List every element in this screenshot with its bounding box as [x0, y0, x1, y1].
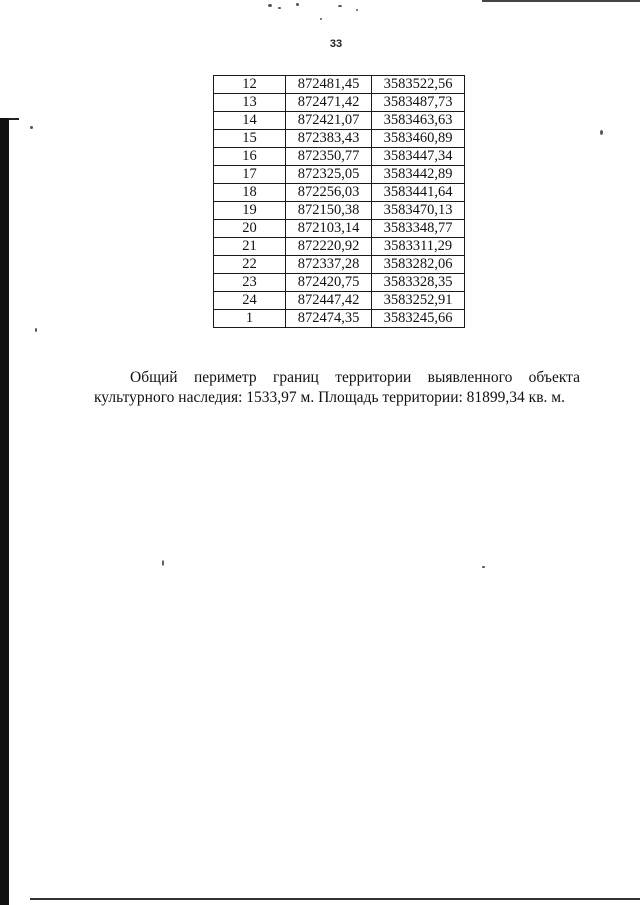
x-coordinate-cell: 872420,75: [286, 274, 372, 292]
scan-speck: [162, 560, 164, 566]
point-number-cell: 16: [214, 148, 286, 166]
y-coordinate-cell: 3583311,29: [372, 238, 465, 256]
table-row: [214, 148, 465, 166]
point-number-cell: 17: [214, 166, 286, 184]
scan-speck: [482, 566, 485, 568]
table-row: [214, 202, 465, 220]
table-row: [214, 256, 465, 274]
y-coordinate-cell: 3583447,34: [372, 148, 465, 166]
scan-speck: [30, 126, 33, 129]
page-number: 33: [329, 38, 343, 50]
perimeter-area-summary: Общий периметр границ территории выявленного объекта культурного наследия: 1533,97 м. Площадь территории: 81899,34 кв. м.: [94, 368, 580, 406]
y-coordinate-cell: 3583442,89: [372, 166, 465, 184]
scan-speck: [356, 9, 358, 11]
x-coordinate-cell: 872325,05: [286, 166, 372, 184]
table-row: [214, 238, 465, 256]
scan-speck: [296, 3, 299, 6]
x-coordinate-cell: 872471,42: [286, 94, 372, 112]
scan-bottom-rule: [30, 898, 640, 900]
point-number-cell: 14: [214, 112, 286, 130]
table-row: [214, 94, 465, 112]
scan-edge-shadow: [0, 118, 9, 905]
y-coordinate-cell: 3583522,56: [372, 76, 465, 94]
point-number-cell: 1: [214, 310, 286, 328]
x-coordinate-cell: 872256,03: [286, 184, 372, 202]
point-number-cell: 19: [214, 202, 286, 220]
scan-speck: [320, 18, 322, 20]
y-coordinate-cell: 3583245,66: [372, 310, 465, 328]
y-coordinate-cell: 3583487,73: [372, 94, 465, 112]
point-number-cell: 20: [214, 220, 286, 238]
scan-speck: [338, 5, 342, 7]
point-number-cell: 22: [214, 256, 286, 274]
x-coordinate-cell: 872447,42: [286, 292, 372, 310]
point-number-cell: 12: [214, 76, 286, 94]
x-coordinate-cell: 872474,35: [286, 310, 372, 328]
y-coordinate-cell: 3583252,91: [372, 292, 465, 310]
table-row: [214, 220, 465, 238]
x-coordinate-cell: 872383,43: [286, 130, 372, 148]
point-number-cell: 21: [214, 238, 286, 256]
x-coordinate-cell: 872481,45: [286, 76, 372, 94]
coordinates-table: [213, 75, 465, 328]
y-coordinate-cell: 3583328,35: [372, 274, 465, 292]
table-row: [214, 184, 465, 202]
x-coordinate-cell: 872220,92: [286, 238, 372, 256]
table-row: [214, 76, 465, 94]
x-coordinate-cell: 872103,14: [286, 220, 372, 238]
y-coordinate-cell: 3583470,13: [372, 202, 465, 220]
table-row: [214, 292, 465, 310]
table-row: [214, 310, 465, 328]
table-row: [214, 274, 465, 292]
scan-speck: [278, 7, 281, 9]
x-coordinate-cell: 872350,77: [286, 148, 372, 166]
point-number-cell: 24: [214, 292, 286, 310]
point-number-cell: 13: [214, 94, 286, 112]
table-row: [214, 166, 465, 184]
point-number-cell: 15: [214, 130, 286, 148]
x-coordinate-cell: 872150,38: [286, 202, 372, 220]
y-coordinate-cell: 3583463,63: [372, 112, 465, 130]
x-coordinate-cell: 872337,28: [286, 256, 372, 274]
point-number-cell: 18: [214, 184, 286, 202]
scan-speck: [268, 4, 272, 7]
scan-speck: [600, 130, 603, 135]
y-coordinate-cell: 3583441,64: [372, 184, 465, 202]
coordinates-table-body: [214, 76, 465, 328]
scan-edge-mark: [9, 118, 19, 130]
table-row: [214, 112, 465, 130]
y-coordinate-cell: 3583460,89: [372, 130, 465, 148]
y-coordinate-cell: 3583348,77: [372, 220, 465, 238]
y-coordinate-cell: 3583282,06: [372, 256, 465, 274]
point-number-cell: 23: [214, 274, 286, 292]
table-row: [214, 130, 465, 148]
x-coordinate-cell: 872421,07: [286, 112, 372, 130]
scan-top-rule: [482, 0, 640, 2]
scan-speck: [35, 328, 37, 332]
